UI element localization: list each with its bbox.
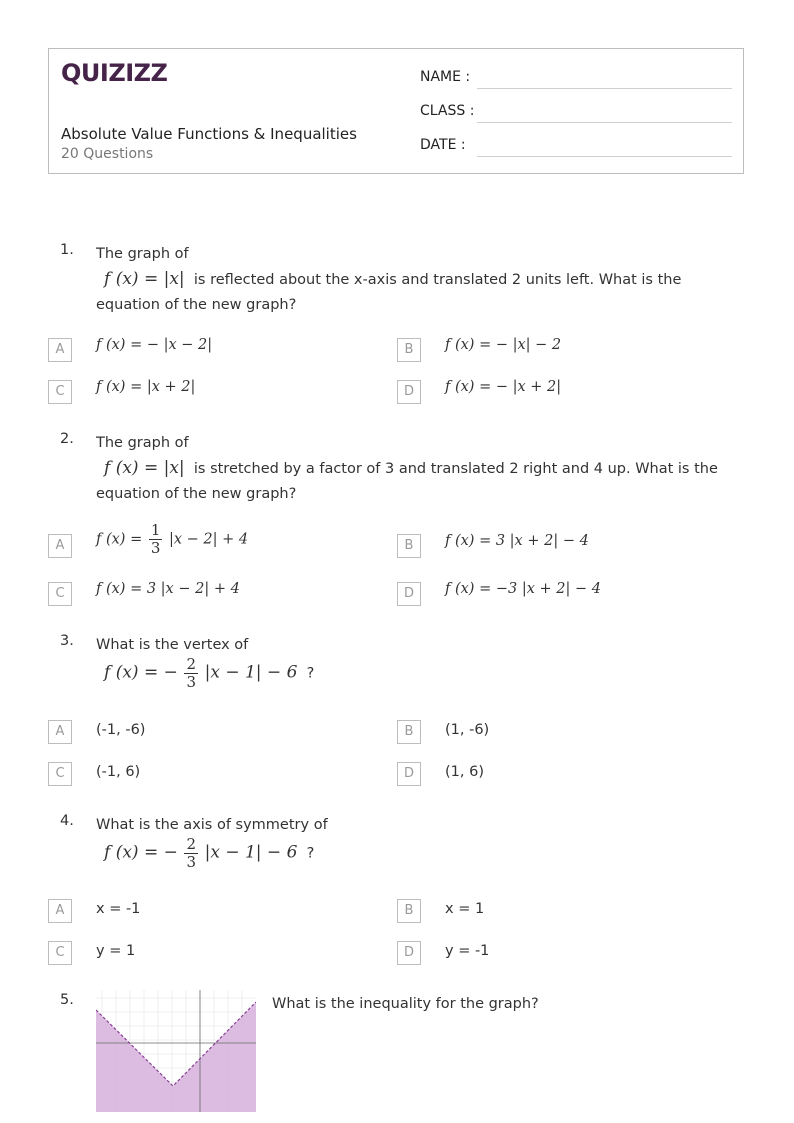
fraction-denominator: 3	[186, 853, 196, 871]
option-text: f (x) = − |x + 2|	[445, 379, 562, 395]
option-text: f (x) = − |x| − 2	[445, 337, 562, 353]
question-formula: f (x) = |x|	[104, 458, 185, 478]
option-text: f (x) = |x + 2|	[96, 379, 196, 395]
class-field[interactable]	[420, 103, 732, 125]
option-letter: D	[397, 762, 421, 786]
option-text: (-1, 6)	[96, 764, 141, 780]
question-text	[96, 431, 736, 507]
fraction-denominator: 3	[150, 539, 161, 557]
option-letter: C	[48, 941, 72, 965]
option-letter: D	[397, 380, 421, 404]
option-text	[96, 522, 248, 557]
formula-rhs: |x − 1| − 6	[204, 662, 298, 683]
option-letter: A	[48, 720, 72, 744]
formula-lhs: f (x) = −	[104, 662, 178, 683]
question-intro: The graph of	[96, 246, 189, 262]
question-1	[60, 242, 740, 317]
question-number: 1.	[60, 242, 74, 258]
option-letter: A	[48, 338, 72, 362]
option-text: y = 1	[96, 943, 136, 959]
inequality-graph	[96, 990, 256, 1112]
fraction-numerator: 2	[186, 835, 196, 853]
worksheet-title: Absolute Value Functions & Inequalities	[61, 125, 357, 143]
question-body-start: is reflected about the x-axis and translated 2 units left. What is the equation of the new graph?	[96, 272, 682, 313]
quizizz-logo: QUIZIZZ	[61, 59, 168, 87]
option-letter: C	[48, 582, 72, 606]
name-line[interactable]	[477, 88, 732, 89]
option-text: f (x) = 3 |x − 2| + 4	[96, 581, 240, 597]
option-letter: A	[48, 534, 72, 558]
option-letter: B	[397, 534, 421, 558]
option-letter: A	[48, 899, 72, 923]
option-text: x = 1	[445, 901, 485, 917]
class-line[interactable]	[477, 122, 732, 123]
question-formula: f (x) = |x|	[104, 269, 185, 289]
option-text: f (x) = 3 |x + 2| − 4	[445, 533, 589, 549]
formula-fraction	[184, 836, 198, 871]
question-4	[60, 813, 740, 883]
option-rhs: |x − 2| + 4	[169, 531, 249, 548]
question-number: 5.	[60, 992, 74, 1008]
question-2	[60, 431, 740, 506]
option-letter: B	[397, 338, 421, 362]
question-text: What is the inequality for the graph?	[272, 996, 539, 1012]
formula-rhs: |x − 1| − 6	[204, 842, 298, 863]
question-mark: ?	[306, 845, 315, 862]
option-text: x = -1	[96, 901, 141, 917]
option-letter: B	[397, 899, 421, 923]
question-number: 2.	[60, 431, 74, 447]
question-intro: What is the axis of symmetry of	[96, 817, 328, 833]
formula-fraction	[184, 656, 198, 691]
question-intro: What is the vertex of	[96, 637, 249, 653]
fraction-numerator: 1	[150, 521, 161, 539]
option-text: (-1, -6)	[96, 722, 146, 738]
question-text	[96, 242, 736, 318]
worksheet-header	[48, 48, 744, 174]
option-text: y = -1	[445, 943, 490, 959]
option-letter: B	[397, 720, 421, 744]
question-number: 4.	[60, 813, 74, 829]
question-count: 20 Questions	[61, 146, 154, 162]
option-text: f (x) = − |x − 2|	[96, 337, 213, 353]
date-line[interactable]	[477, 156, 732, 157]
question-body: is stretched by a factor of 3 and translated 2 right and 4 up. What is the equation of the new graph?	[96, 461, 718, 502]
class-label: CLASS :	[420, 103, 475, 119]
option-letter: C	[48, 762, 72, 786]
question-intro: The graph of	[96, 435, 189, 451]
formula-lhs: f (x) = −	[104, 842, 178, 863]
option-letter: D	[397, 941, 421, 965]
option-letter: C	[48, 380, 72, 404]
date-field[interactable]	[420, 137, 732, 159]
option-lhs: f (x) =	[96, 531, 143, 548]
name-field[interactable]	[420, 69, 732, 91]
question-text	[96, 813, 736, 871]
question-number: 3.	[60, 633, 74, 649]
question-3	[60, 633, 740, 703]
shaded-region	[96, 1002, 256, 1112]
option-text: (1, 6)	[445, 764, 484, 780]
question-text	[96, 633, 736, 691]
fraction-numerator: 2	[186, 655, 196, 673]
date-label: DATE :	[420, 137, 466, 153]
option-text: (1, -6)	[445, 722, 490, 738]
question-mark: ?	[306, 665, 315, 682]
fraction-denominator: 3	[186, 673, 196, 691]
option-letter: D	[397, 582, 421, 606]
name-label: NAME :	[420, 69, 471, 85]
option-text: f (x) = −3 |x + 2| − 4	[445, 581, 601, 597]
option-fraction	[149, 522, 163, 557]
